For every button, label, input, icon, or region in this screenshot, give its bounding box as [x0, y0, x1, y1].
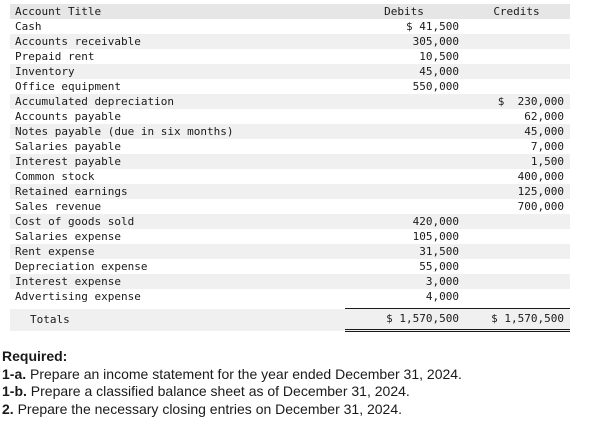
- debit-cell: [345, 154, 463, 169]
- debit-cell: [345, 169, 463, 184]
- table-row: [10, 289, 570, 304]
- account-title-cell: Notes payable (due in six months): [15, 125, 234, 138]
- totals-credit: $ 1,570,500: [463, 309, 570, 331]
- credit-cell: [463, 214, 570, 229]
- required-item-number: 2.: [2, 400, 14, 417]
- debit-cell: [345, 94, 463, 109]
- credit-cell: 125,000: [517, 185, 564, 198]
- credit-cell: $ 230,000: [497, 95, 564, 108]
- table-row: [10, 79, 570, 94]
- account-title-cell: Retained earnings: [15, 185, 128, 198]
- debit-cell: [345, 109, 463, 124]
- credit-cell: [463, 244, 570, 259]
- account-title-cell: Rent expense: [15, 245, 95, 258]
- table-header-row: [10, 4, 570, 19]
- totals-debit: $ 1,570,500: [345, 309, 463, 331]
- required-item: [2, 383, 462, 401]
- required-item-number: 1-a.: [2, 365, 27, 382]
- debit-cell: [345, 199, 463, 214]
- account-title-cell: Accounts payable: [15, 110, 121, 123]
- required-title: Required:: [2, 348, 68, 364]
- debit-cell: 4,000: [425, 290, 459, 303]
- account-title-cell: Interest payable: [15, 155, 121, 168]
- account-title-cell: Salaries payable: [15, 140, 121, 153]
- header-credits: Credits: [493, 5, 540, 18]
- credit-cell: 62,000: [524, 110, 564, 123]
- totals-label: Totals: [10, 309, 345, 331]
- debit-cell: 31,500: [419, 245, 459, 258]
- credit-cell: [463, 259, 570, 274]
- credit-cell: [463, 289, 570, 304]
- required-item-text: Prepare a classified balance sheet as of December 31, 2024.: [26, 383, 410, 399]
- account-title-cell: Sales revenue: [15, 200, 102, 213]
- account-title-cell: Prepaid rent: [15, 50, 95, 63]
- account-title-cell: Depreciation expense: [15, 260, 148, 273]
- account-title-cell: Accounts receivable: [15, 35, 141, 48]
- required-items: [2, 366, 462, 419]
- table-row: [10, 244, 570, 259]
- table-row: [10, 184, 570, 199]
- credit-cell: 1,500: [530, 155, 564, 168]
- table-row: [10, 229, 570, 244]
- debit-cell: 10,500: [419, 50, 459, 63]
- table-row: [10, 49, 570, 64]
- credit-cell: [463, 79, 570, 94]
- table-body: [10, 19, 570, 331]
- credit-cell: 400,000: [517, 170, 564, 183]
- required-item-text: Prepare the necessary closing entries on December 31, 2024.: [13, 400, 403, 417]
- account-title-cell: Cash: [15, 20, 42, 33]
- table-row: [10, 34, 570, 49]
- debit-cell: 105,000: [412, 230, 459, 243]
- required-item-number: 1-b.: [2, 383, 27, 399]
- table-row: [10, 94, 570, 109]
- table-row: [10, 139, 570, 154]
- debit-cell: 420,000: [412, 215, 459, 228]
- debit-cell: 3,000: [425, 275, 459, 288]
- table-row: [10, 274, 570, 289]
- table-row: [10, 154, 570, 169]
- account-title-cell: Interest expense: [15, 275, 121, 288]
- table-row: [10, 124, 570, 139]
- table-row: [10, 64, 570, 79]
- account-title-cell: Inventory: [15, 65, 75, 78]
- required-item: [2, 401, 462, 419]
- debit-cell: [345, 139, 463, 154]
- table-row: [10, 169, 570, 184]
- table-row: [10, 19, 570, 34]
- credit-cell: [463, 49, 570, 64]
- required-section: [2, 348, 462, 418]
- account-title-cell: Accumulated depreciation: [15, 95, 174, 108]
- account-title-cell: Office equipment: [15, 80, 121, 93]
- debit-cell: 55,000: [419, 260, 459, 273]
- account-title-cell: Cost of goods sold: [15, 215, 135, 228]
- debit-cell: $ 41,500: [406, 20, 459, 33]
- credit-cell: [463, 64, 570, 79]
- credit-cell: 45,000: [524, 125, 564, 138]
- debit-cell: [345, 184, 463, 199]
- account-title-cell: Advertising expense: [15, 290, 141, 303]
- header-account-title: Account Title: [15, 5, 102, 18]
- account-title-cell: Common stock: [15, 170, 95, 183]
- credit-cell: [463, 229, 570, 244]
- debit-cell: [345, 124, 463, 139]
- totals-row: [10, 309, 570, 331]
- credit-cell: 700,000: [517, 200, 564, 213]
- table-row: [10, 199, 570, 214]
- table-row: [10, 109, 570, 124]
- trial-balance-table: [10, 4, 570, 332]
- account-title-cell: Salaries expense: [15, 230, 121, 243]
- credit-cell: [463, 274, 570, 289]
- debit-cell: 45,000: [419, 65, 459, 78]
- debit-cell: 550,000: [412, 80, 459, 93]
- credit-cell: [463, 34, 570, 49]
- table-row: [10, 214, 570, 229]
- credit-cell: [463, 19, 570, 34]
- table-row: [10, 259, 570, 274]
- debit-cell: 305,000: [412, 35, 459, 48]
- credit-cell: 7,000: [530, 140, 564, 153]
- required-item-text: Prepare an income statement for the year ended December 31, 2024.: [26, 365, 462, 382]
- required-item: [2, 366, 462, 384]
- header-debits: Debits: [384, 5, 424, 18]
